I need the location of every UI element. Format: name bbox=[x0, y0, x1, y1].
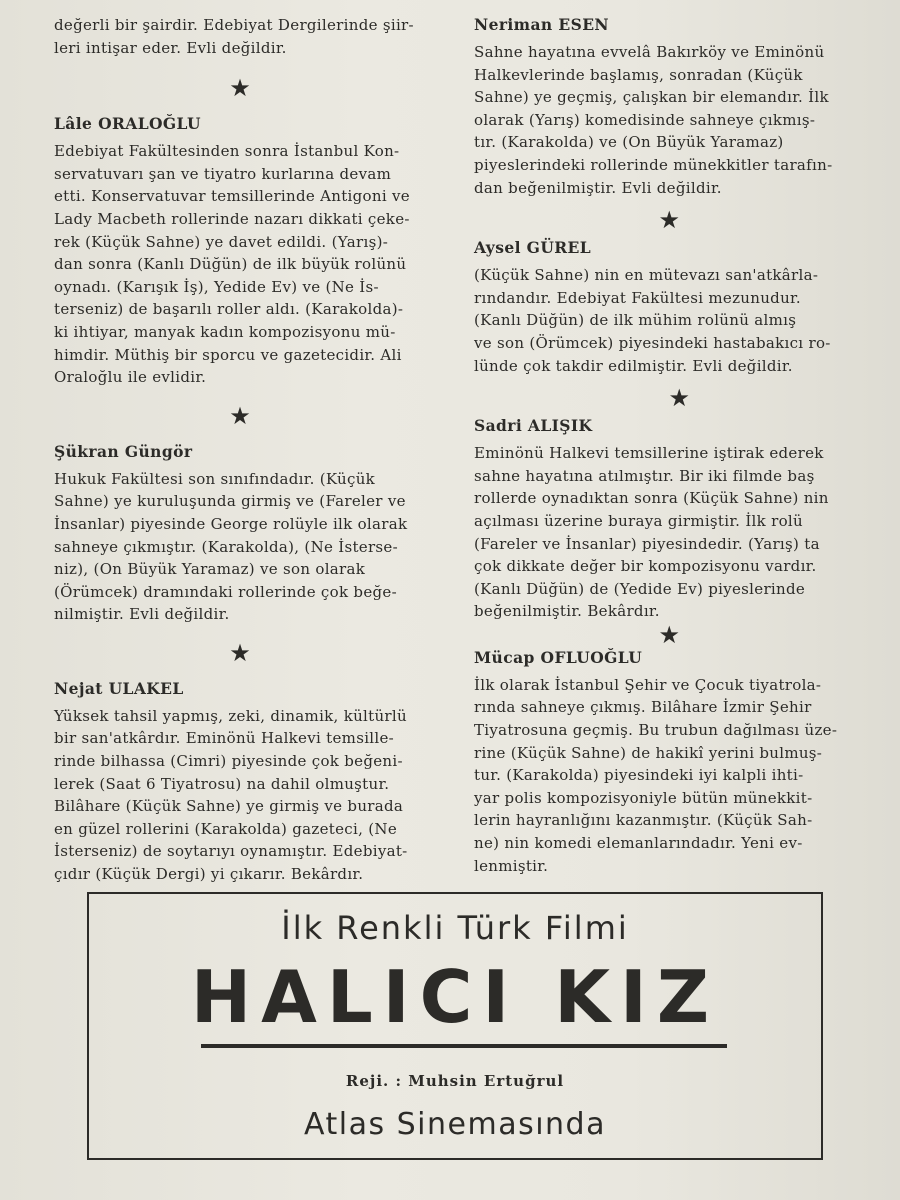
entry-name: Nejat ULAKEL bbox=[54, 678, 184, 698]
entry-bio: Yüksek tahsil yapmış, zeki, dinamik, kültürlü bir san'atkârdır. Eminönü Halkevi temsille- rinde bilhassa (Cimri) piyesinde çok beğeni- lerek (Saat 6 Tiyatrosu) na dahil olmuştur. Bilâhare (Küçük Sahne) ye girmiş ve burada en güzel rollerini (Karakolda) gazeteci, (Ne İsterseniz) de soytarıyı oynamıştır. Edebiyat- çıdır (Küçük Dergi) yi çıkarır. Bekârdır. bbox=[54, 706, 408, 884]
ad-film-title: HALICI KIZ bbox=[190, 955, 720, 1039]
entry-sukran-gungor bbox=[54, 441, 426, 626]
entry-mucap-ofluoglu bbox=[474, 647, 860, 877]
star-separator: ★ bbox=[668, 384, 690, 413]
entry-aysel-gurel bbox=[474, 237, 860, 377]
star-separator: ★ bbox=[229, 401, 251, 430]
entry-bio: İlk olarak İstanbul Şehir ve Çocuk tiyatrola- rında sahneye çıkmış. Bilâhare İzmir Şehir Tiyatrosuna geçmiş. Bu trubun dağılması üze- rine (Küçük Sahne) de hakikî yerini bulmuş- tur. (Karakolda) piyesindeki iyi kalpli ihti- yar polis kompozisyoniyle bütün münekkit- lerin hayranlığını kazanmıştır. (Küçük Sah- ne) nin komedi elemanlarındadır. Yeni ev- lenmiştir. bbox=[474, 675, 838, 875]
entry-name: Neriman ESEN bbox=[474, 15, 609, 34]
ad-divider bbox=[201, 1044, 727, 1048]
left-column-intro: değerli bir şairdir. Edebiyat Dergilerinde şiir- leri intişar eder. Evli değildir. bbox=[54, 16, 414, 57]
entry-bio: Hukuk Fakültesi son sınıfındadır. (Küçük Sahne) ye kuruluşunda girmiş ve (Fareler ve İnsanlar) piyesinde George rolüyle ilk olarak sahneye çıkmıştır. (Karakolda), (Ne İsterse- niz), (On Büyük Yaramaz) ve son olarak (Örümcek) dramındaki rollerinde çok beğe- nilmiştir. Evli değildir. bbox=[54, 469, 408, 624]
entry-name: Lâle ORALOĞLU bbox=[54, 114, 201, 134]
entry-neriman-esen bbox=[474, 14, 860, 199]
entry-name: Şükran Güngör bbox=[54, 441, 193, 461]
right-column bbox=[474, 14, 860, 877]
star-separator: ★ bbox=[658, 620, 680, 649]
star-separator: ★ bbox=[229, 638, 251, 667]
entry-bio: (Küçük Sahne) nin en mütevazı san'atkârla- rındandır. Edebiyat Fakültesi mezunudur. (Kanlı Düğün) de ilk mühim rolünü almış ve son (Örümcek) piyesindeki hastabakıcı ro- lünde çok takdir edilmiştir. Evli değildir. bbox=[474, 266, 831, 375]
entry-name: Mücap OFLUOĞLU bbox=[474, 647, 643, 667]
film-advertisement bbox=[87, 892, 823, 1160]
entry-bio: Edebiyat Fakültesinden sonra İstanbul Kon- servatuvarı şan ve tiyatro kurlarına devam etti. Konservatuvar temsillerinde Antigoni ve Lady Macbeth rollerinde nazarı dikkati çeke- rek (Küçük Sahne) ye davet edildi. (Yarış)- dan sonra (Kanlı Düğün) de ilk büyük rolünü oynadı. (Karışık İş), Yedide Ev) ve (Ne İs- terseniz) de başarılı roller aldı. (Karakolda)- ki ihtiyar, manyak kadın kompozisyonu mü- himdir. Müthiş bir sporcu ve gazetecidir. Ali Oraloğlu ile evlidir. bbox=[54, 142, 410, 387]
star-separator: ★ bbox=[658, 206, 680, 235]
star-separator: ★ bbox=[229, 74, 251, 103]
entry-bio: Sahne hayatına evvelâ Bakırköy ve Eminönü Halkevlerinde başlamış, sonradan (Küçük Sahne) ye geçmiş, çalışkan bir elemandır. İlk olarak (Yarış) komedisinde sahneye çıkmış- tır. (Karakolda) ve (On Büyük Yaramaz) piyeslerindeki rollerinde münekkitler tarafın- dan beğenilmiştir. Evli değildir. bbox=[474, 43, 833, 197]
ad-director: Reji. : Muhsin Ertuğrul bbox=[345, 1072, 565, 1090]
entry-bio: Eminönü Halkevi temsillerine iştirak ederek sahne hayatına atılmıştır. Bir iki filmde baş rollerde oynadıktan sonra (Küçük Sahne) nin açılması üzerine buraya girmiştir. İlk rolü (Fareler ve İnsanlar) piyesindedir. (Yarış) ta çok dikkate değer bir kompozisyonu vardır. (Kanlı Düğün) de (Yedide Ev) piyeslerinde beğenilmiştir. Bekârdır. bbox=[474, 444, 829, 621]
entry-name: Aysel GÜREL bbox=[474, 238, 592, 258]
entry-sadri-alisik bbox=[474, 415, 860, 623]
left-column bbox=[54, 14, 426, 886]
entry-name: Sadri ALIŞIK bbox=[474, 416, 593, 436]
entry-lale-oraloglu bbox=[54, 113, 426, 389]
entry-nejat-ulakel bbox=[54, 678, 426, 886]
ad-venue: Atlas Sinemasında bbox=[303, 1107, 606, 1142]
ad-headline: İlk Renkli Türk Filmi bbox=[281, 909, 629, 947]
